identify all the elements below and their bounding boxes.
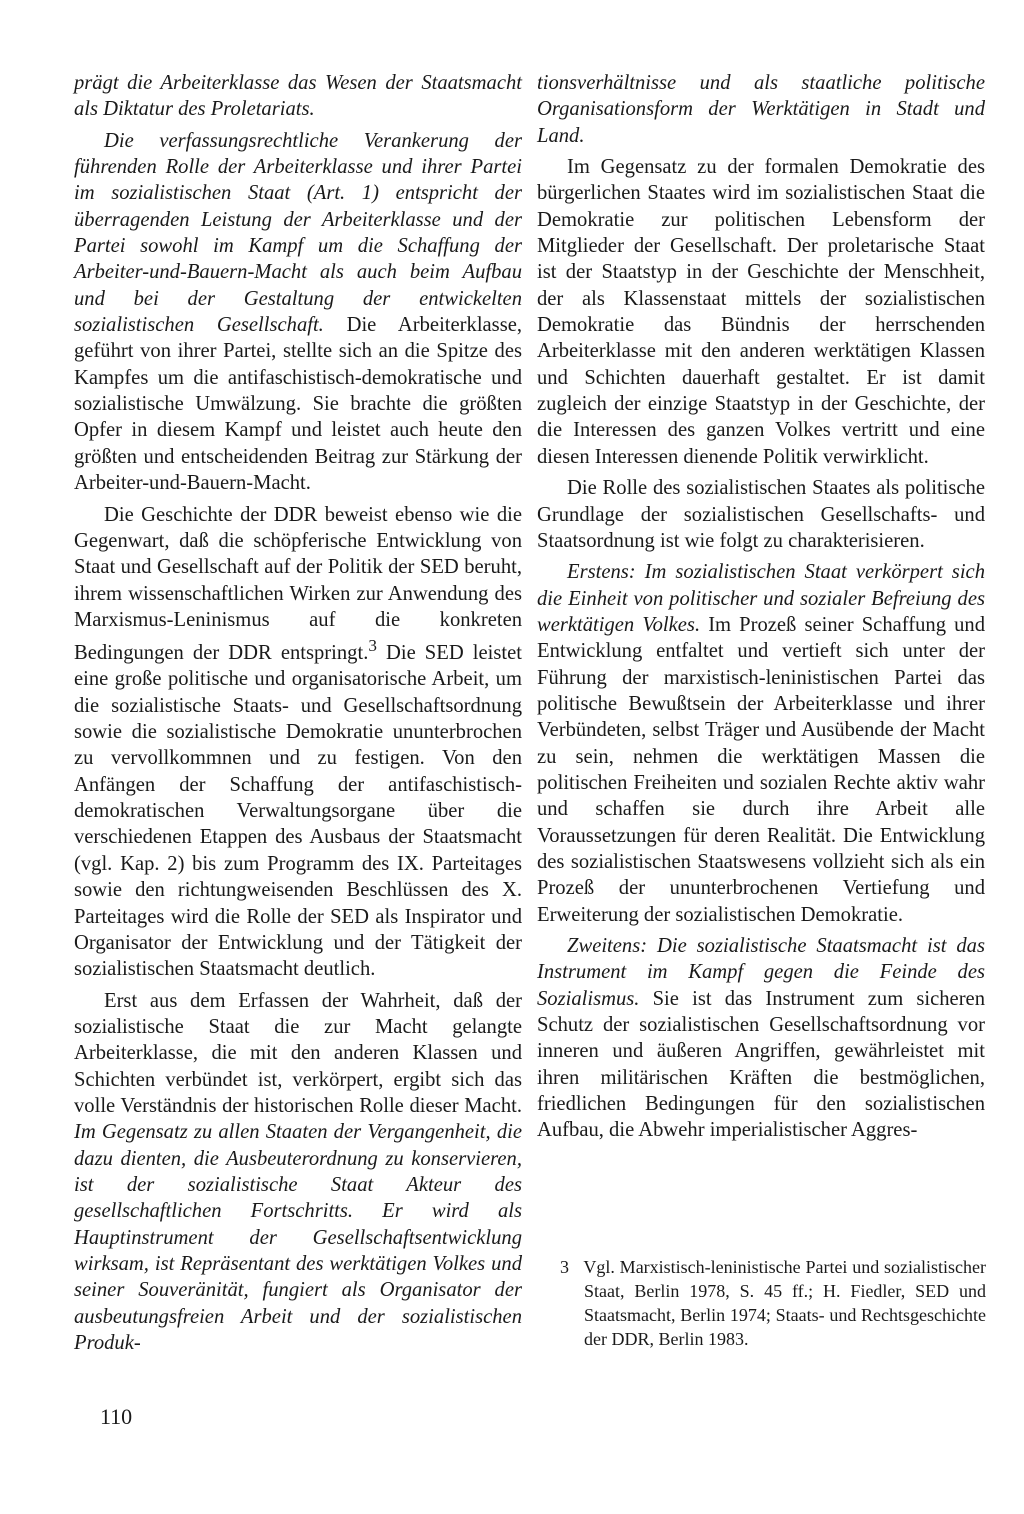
paragraph [74, 70, 522, 123]
text-run: Erst aus dem Erfassen der Wahrheit, daß der sozialistische Staat die zur Macht gelangte Arbeiterklasse, die mit den anderen Klassen und Schichten verbündet ist, verkörpert, ergibt sich das volle Verständnis der historischen Rolle dieser Macht. [74, 989, 522, 1117]
emphasized-text: Zweitens: Die sozialistische Staatsmacht ist das Instrument im Kampf gegen die Feinde des Sozialismus. [537, 935, 985, 1010]
paragraph [537, 475, 985, 554]
text-run: Die Geschichte der DDR beweist ebenso wie die Gegenwart, daß die schöpferische Entwicklung von Staat und Gesellschaft auf der Politik der SED beruht, ihrem wissenschaftlichen Wirken zur Anwendung des Marxismus-Leninismus auf die konkreten Bedingungen der DDR entspringt. [74, 503, 522, 665]
footnote-entry [560, 1255, 986, 1351]
paragraph [74, 128, 522, 497]
footnote [560, 1255, 986, 1351]
paragraph [537, 933, 985, 1144]
paragraph [74, 502, 522, 983]
text-run: Sie ist das Instrument zum sicheren Schutz der sozialistischen Gesellschaftsordnung vor inneren und äußeren Angriffen, gewährleistet mit ihren militärischen Kräften die bestmöglichen, friedlichen Bedingungen für den sozialistischen Aufbau, die Abwehr imperialistischer Aggres- [537, 987, 985, 1142]
paragraph [74, 988, 522, 1357]
right-column [537, 70, 985, 1144]
text-run: Im Gegensatz zu der formalen Demokratie des bürgerlichen Staates wird im sozialistischen Staat die Demokratie zur politischen Lebensform der Mitglieder der Gesellschaft. Der proletarische Staat ist der Staatstyp in der Geschichte der Menschheit, der als Klassenstaat mittels der sozialistischen Demokratie das Bündnis der herrschenden Arbeiterklasse mit den anderen werktätigen Klassen und Schichten dauerhaft gestaltet. Er ist damit zugleich der einzige Staatstyp in der Geschichte, der die Interessen des ganzen Volkes vertritt und eine diesen Interessen dienende Politik verwirklicht. [537, 156, 985, 468]
emphasized-text: prägt die Arbeiterklasse das Wesen der Staatsmacht als Diktatur des Proletariats. [74, 72, 522, 121]
emphasized-text: Die verfassungsrechtliche Verankerung der führenden Rolle der Arbeiterklasse und ihrer Partei im sozialistischen Staat (Art. 1) entspricht der überragenden Leistung der Arbeiterklasse und der Partei sowohl im Kampf um die Schaffung der Arbeiter-und-Bauern-Macht als auch beim Aufbau und bei der Gestaltung der entwickelten sozialistischen Gesellschaft. [74, 129, 522, 337]
text-run: Im Prozeß seiner Schaffung und Entwicklung entfaltet und vertieft sich unter der Führung der marxistisch-leninistischen Partei das politische Bewußtsein der Arbeiterklasse und ihrer Verbündeten, selbst Träger und Ausübende der Macht zu sein, nehmen die werktätigen Massen die politischen Freiheiten und sozialen Rechte aktiv wahr und schaffen sie durch ihre Arbeit alle Voraussetzungen für deren Realität. Die Entwicklung des sozialistischen Staatswesens vollzieht sich als ein Prozeß der ununterbrochenen Vertiefung und Erweiterung der sozialistischen Demokratie. [537, 613, 985, 926]
page-number: 110 [100, 1404, 133, 1429]
text-run: Die SED leistet eine große politische und organisatorische Arbeit, um die sozialistische Staats- und Gesellschaftsordnung sowie die sozialistische Demokratie ununterbrochen zu vervollkommnen und zu festigen. Von den Anfängen der Schaffung der antifaschistisch-demokratischen Verwaltungsorgane über die verschiedenen Etappen des Ausbaus der Staatsmacht (vgl. Kap. 2) bis zum Programm des IX. Parteitages sowie den richtungweisenden Beschlüssen des X. Parteitages wird die Rolle der SED als Inspirator und Organisator der Entwicklung und der Tätigkeit der sozialistischen Staatsmacht deutlich. [74, 642, 522, 981]
paragraph [537, 559, 985, 928]
emphasized-text: Im Gegensatz zu allen Staaten der Vergangenheit, die dazu dienten, die Ausbeuterordnung zu konservieren, ist der sozialistische Staat Akteur des gesellschaftlichen Fortschritts. Er wird als Hauptinstrument der Gesellschaftsentwicklung wirksam, ist Repräsentant des werktätigen Volkes und seiner Souveränität, fungiert als Organisator der ausbeutungsfreien Arbeit und der sozialistischen Produk- [74, 1121, 522, 1355]
footnote-marker: 3 [560, 1257, 569, 1277]
emphasized-text: Erstens: Im sozialistischen Staat verkörpert sich die Einheit von politischer und sozialer Befreiung des werktätigen Volkes. [537, 561, 985, 636]
emphasized-text: tionsverhältnisse und als staatliche politische Organisationsform der Werktätigen in Stadt und Land. [537, 72, 985, 147]
paragraph [537, 154, 985, 470]
left-column [74, 70, 522, 1356]
text-run: Die Rolle des sozialistischen Staates als politische Grundlage der sozialistischen Gesellschafts- und Staatsordnung ist wie folgt zu charakterisieren. [537, 477, 985, 552]
text-run: Die Arbeiterklasse, geführt von ihrer Partei, stellte sich an die Spitze des Kampfes um die antifaschistisch-demokratische und sozialistische Umwälzung. Sie brachte die größten Opfer in diesem Kampf und leistet auch heute den größten und entscheidenden Beitrag zur Stärkung der Arbeiter-und-Bauern-Macht. [74, 314, 522, 495]
footnote-reference: 3 [368, 636, 377, 656]
paragraph [537, 70, 985, 149]
footnote-text: Vgl. Marxistisch-leninistische Partei und sozialistischer Staat, Berlin 1978, S. 45 ff.; H. Fiedler, SED und Staatsmacht, Berlin 1974; Staats- und Rechtsgeschichte der DDR, Berlin 1983. [583, 1257, 986, 1349]
